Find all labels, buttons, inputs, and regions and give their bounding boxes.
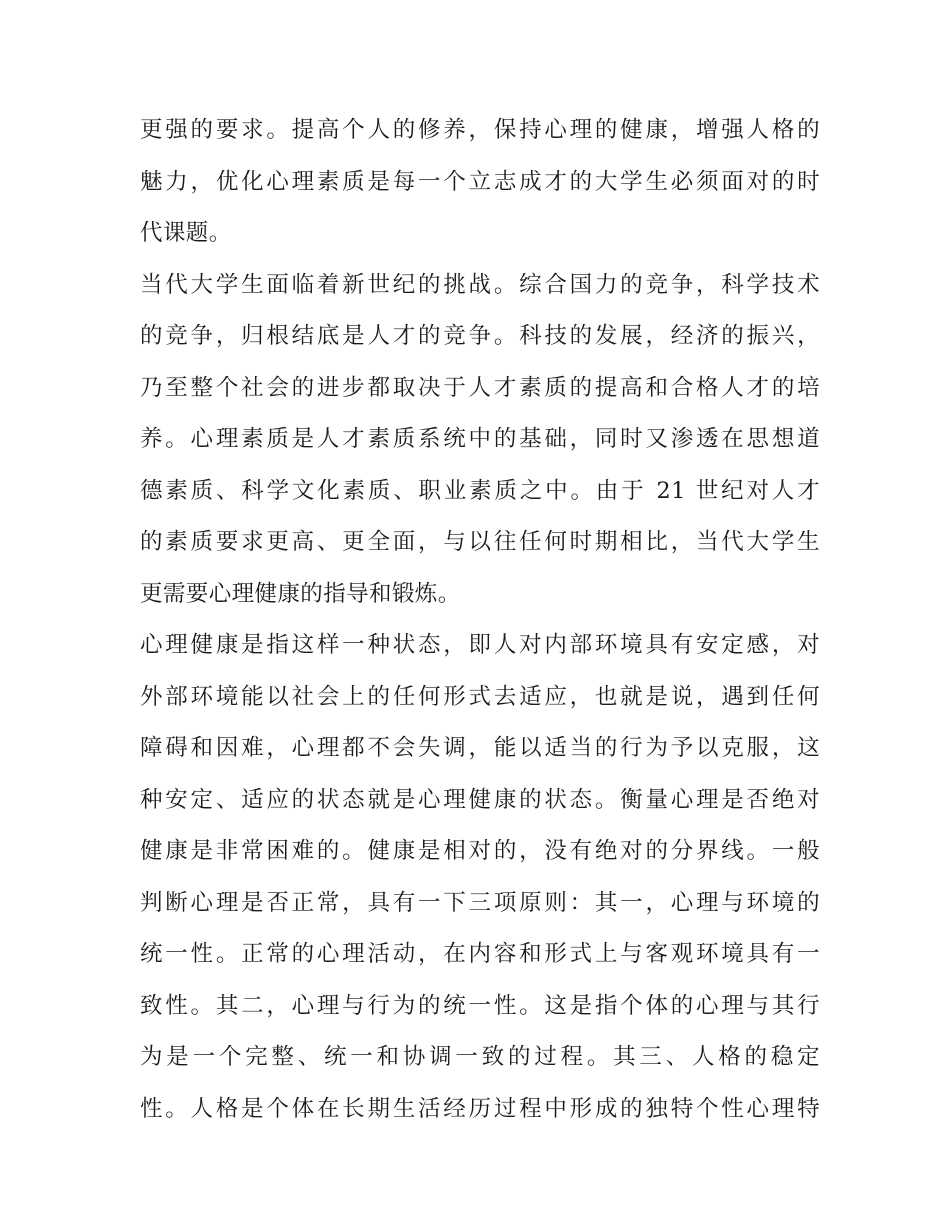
text-line: 当代大学生面临着新世纪的挑战。综合国力的竞争，科学技术 (140, 271, 820, 298)
text-line: 种安定、适应的状态就是心理健康的状态。衡量心理是否绝对 (140, 786, 820, 813)
text-line: 的竞争，归根结底是人才的竞争。科技的发展，经济的振兴， (140, 323, 820, 349)
text-line: 健康是非常困难的。健康是相对的，没有绝对的分界线。一般 (140, 838, 820, 864)
text-line: 更需要心理健康的指导和锻炼。 (140, 580, 461, 607)
text-line: 德素质、科学文化素质、职业素质之中。由于 21 世纪对人才 (140, 477, 820, 504)
text-line: 养。心理素质是人才素质系统中的基础，同时又渗透在思想道 (140, 426, 820, 452)
text-line: 魅力，优化心理素质是每一个立志成才的大学生必须面对的时 (140, 168, 820, 195)
text-line: 判断心理是否正常，具有一下三项原则：其一，心理与环境的 (140, 889, 820, 916)
text-line: 性。人格是个体在长期生活经历过程中形成的独特个性心理特 (140, 1095, 820, 1122)
text-line: 外部环境能以社会上的任何形式去适应，也就是说，遇到任何 (140, 683, 820, 710)
text-line: 的素质要求更高、更全面，与以往任何时期相比，当代大学生 (140, 529, 820, 555)
text-line: 统一性。正常的心理活动，在内容和形式上与客观环境具有一 (140, 941, 820, 967)
text-line: 更强的要求。提高个人的修养，保持心理的健康，增强人格的 (140, 117, 820, 143)
text-line: 代课题。 (140, 220, 232, 246)
text-line: 致性。其二，心理与行为的统一性。这是指个体的心理与其行 (140, 992, 820, 1019)
text-line: 障碍和因难，心理都不会失调，能以适当的行为予以克服，这 (140, 735, 820, 761)
text-line: 为是一个完整、统一和协调一致的过程。其三、人格的稳定 (140, 1044, 820, 1070)
text-line: 乃至整个社会的进步都取决于人才素质的提高和合格人才的培 (140, 374, 820, 401)
text-line: 心理健康是指这样一种状态，即人对内部环境具有安定感，对 (140, 632, 820, 658)
document-body (140, 105, 820, 1135)
